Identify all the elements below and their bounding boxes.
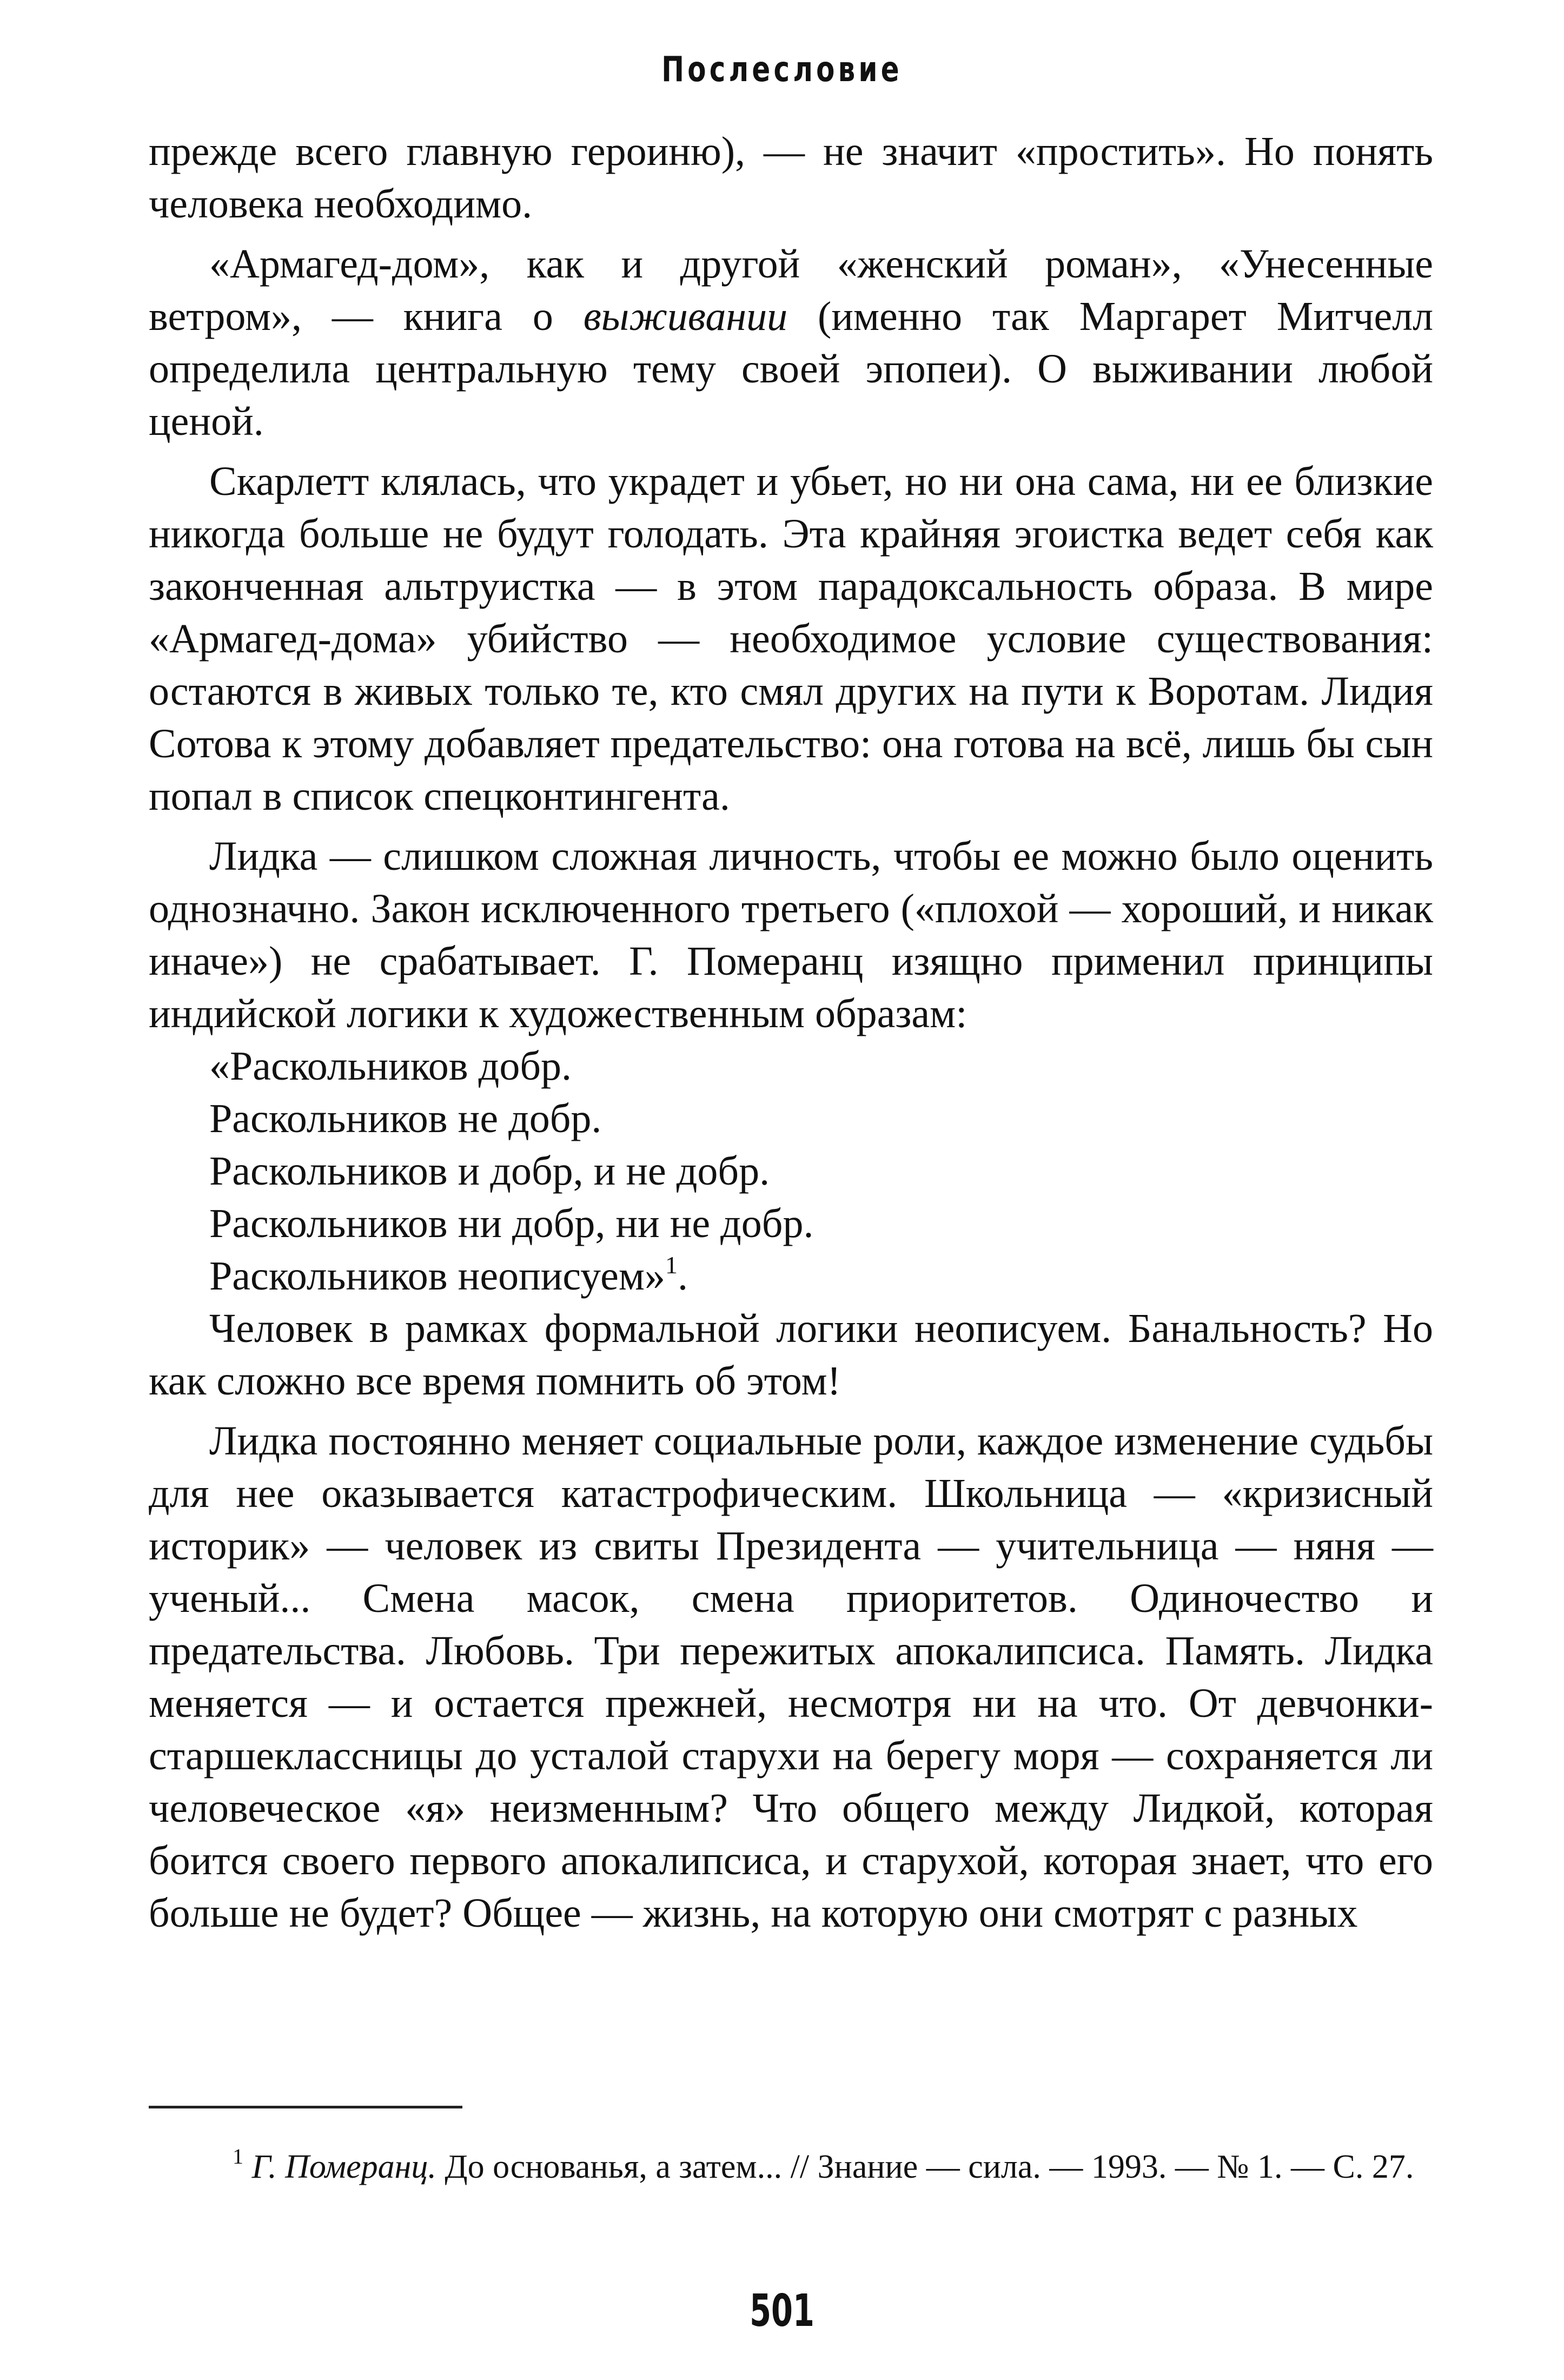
quote-line: Раскольников не добр. — [209, 1096, 602, 1141]
footnote-author: Г. Померанц. — [251, 2148, 436, 2185]
quote-line — [149, 1250, 1433, 1303]
quote-line: «Раскольников добр. — [209, 1043, 572, 1089]
footnote — [149, 2145, 1433, 2189]
footnote-marker[interactable]: 1 — [665, 1251, 678, 1279]
quote-line: Раскольников ни добр, ни не добр. — [209, 1201, 814, 1246]
paragraph: Человек в рамках формальной логики неописуем. Банальность? Но как сложно все время помнить об этом! — [149, 1306, 1433, 1404]
text-run: (именно так Маргарет Митчелл определила центральную тему своей эпопеи). О выживании любой ценой. — [149, 294, 1434, 444]
page-number: 501 — [750, 2285, 814, 2337]
footnote-number: 1 — [233, 2144, 243, 2169]
running-header: Послесловие — [661, 50, 903, 90]
text-run: «Армагед-дом», как и другой «женский роман», «Унесенные ветром», — книга о — [149, 241, 1433, 339]
footnote-text: До основанья, а затем... // Знание — сила. — 1993. — № 1. — С. 27. — [445, 2148, 1414, 2185]
paragraph: Лидка — слишком сложная личность, чтобы ее можно было оценить однозначно. Закон исключенного третьего («плохой — хороший, и никак иначе») не срабатывает. Г. Померанц изящно применил принципы индийской логики к художественным образам: — [149, 834, 1433, 1036]
quote-line: Раскольников и добр, и не добр. — [209, 1148, 770, 1194]
quote-end: . — [677, 1253, 688, 1299]
paragraph: Скарлетт клялась, что украдет и убьет, но ни она сама, ни ее близкие никогда больше не будут голодать. Эта крайняя эгоистка ведет себя как законченная альтруистка — в этом парадоксальность образа. В мире «Армагед-дома» убийство — необходимое условие существования: остаются в живых только те, кто смял других на пути к Воротам. Лидия Сотова к этому добавляет предательство: она готова на всё, лишь бы сын попал в список спецконтингента. — [149, 459, 1433, 819]
footnote-divider — [149, 2106, 462, 2108]
emphasis: выживании — [583, 294, 788, 339]
main-text — [149, 125, 1433, 1940]
paragraph: Лидка постоянно меняет социальные роли, каждое изменение судьбы для нее оказывается катастрофическим. Школьница — «кризисный историк» — человек из свиты Президента — учительница — няня — ученый... Смена масок, смена приоритетов. Одиночество и предательства. Любовь. Три пережитых апокалипсиса. Память. Лидка меняется — и остается прежней, несмотря ни на что. От девчонки-старшеклассницы до усталой старухи на берегу моря — сохраняется ли человеческое «я» неизменным? Что общего между Лидкой, которая боится своего первого апокалипсиса, и старухой, которая знает, что его больше не будет? Общее — жизнь, на которую они смотрят с разных — [149, 1418, 1433, 1936]
paragraph: прежде всего главную героиню), — не значит «простить». Но понять человека необходимо. — [149, 129, 1433, 227]
paragraph — [149, 238, 1433, 448]
quote-text: Раскольников неописуем» — [209, 1253, 665, 1299]
